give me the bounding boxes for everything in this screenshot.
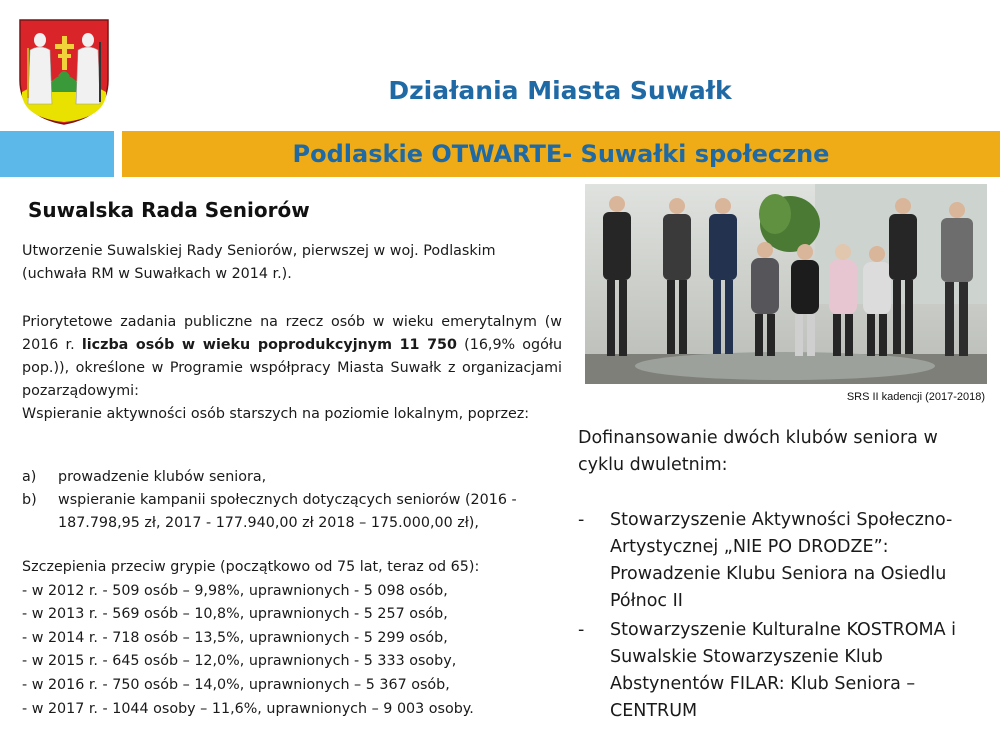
flu-heading: Szczepienia przeciw grypie (początkowo od 75 lat, teraz od 65): [22, 559, 480, 575]
coat-of-arms-icon [18, 18, 110, 126]
list-marker: - [578, 620, 585, 640]
flu-line: - w 2016 r. - 750 osób – 14,0%, uprawnionych – 5 367 osób, [22, 676, 450, 693]
list-item-text: Stowarzyszenie Aktywności Społeczno-Artystycznej „NIE PO DRODZE”: Prowadzenie Klubu Seniora na Osiedlu Północ II [610, 510, 953, 611]
list-marker: b) [22, 492, 37, 508]
list-item-text: wspieranie kampanii społecznych dotyczących seniorów (2016 - 187.798,95 zł, 2017 - 177.940,00 zł 2018 – 175.000,00 zł), [58, 492, 517, 531]
list-item [22, 466, 562, 489]
priority-text-bold: liczba osób w wieku poprodukcyjnym 11 750 [81, 337, 457, 353]
list-marker: a) [22, 469, 37, 485]
flu-line: - w 2017 r. - 1044 osoby – 11,6%, uprawnionych – 9 003 osoby. [22, 700, 474, 717]
activity-list [22, 466, 562, 535]
section-title: Suwalska Rada Seniorów [28, 198, 310, 222]
flu-line: - w 2012 r. - 509 osób – 9,98%, uprawnionych - 5 098 osób, [22, 582, 448, 599]
slide-title: Działania Miasta Suwałk [388, 76, 732, 105]
priority-text-before: Priorytetowe zadania publiczne na rzecz osób w wieku emerytalnym (w 2016 r. [22, 314, 562, 353]
flu-line: - w 2015 r. - 645 osób – 12,0%, uprawnionych - 5 333 osoby, [22, 653, 457, 670]
flu-line: - w 2013 r. - 569 osób – 10,8%, uprawnionych - 5 257 osób, [22, 606, 448, 623]
list-item-text: prowadzenie klubów seniora, [58, 469, 267, 485]
flu-vaccination-block [22, 556, 562, 721]
list-item [22, 489, 562, 535]
priority-text-after: (16,9% ogółu pop.)), określone w Programie współpracy Miasta Suwałk z organizacjami pozarządowymi: [22, 337, 563, 399]
intro-paragraph: Utworzenie Suwalskiej Rady Seniorów, pierwszej w woj. Podlaskim (uchwała RM w Suwałkach w 2014 r.). [22, 243, 496, 282]
funding-heading: Dofinansowanie dwóch klubów seniora w cyklu dwuletnim: [578, 428, 938, 475]
support-text: Wspieranie aktywności osób starszych na poziomie lokalnym, poprzez: [22, 406, 530, 422]
list-item [578, 617, 988, 725]
priority-paragraph [22, 311, 562, 426]
band-title: Podlaskie OTWARTE- Suwałki społeczne [292, 140, 830, 168]
accent-band-left [0, 131, 114, 177]
clubs-list [578, 507, 988, 727]
photo-caption: SRS II kadencji (2017-2018) [846, 391, 985, 403]
group-photo [585, 184, 987, 384]
list-item-text: Stowarzyszenie Kulturalne KOSTROMA i Suwalskie Stowarzyszenie Klub Abstynentów FILAR: Klub Seniora – CENTRUM [610, 620, 957, 721]
flu-line: - w 2014 r. - 718 osób – 13,5%, uprawnionych - 5 299 osób, [22, 629, 448, 646]
list-item [578, 507, 988, 615]
list-marker: - [578, 510, 585, 530]
